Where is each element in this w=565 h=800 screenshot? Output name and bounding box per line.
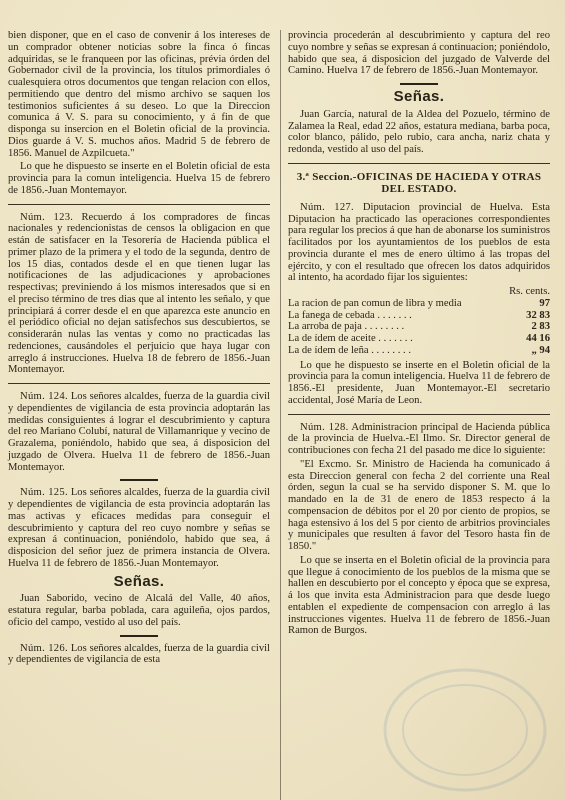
notice-number: Núm. 123.	[20, 211, 74, 223]
notice-text: Administracion principal de Hacienda pública de la provincia de Huelva.-El Ilmo. Sr. Director general de contribuciones con fecha 21 del pasado me dice lo siguiente:	[288, 421, 550, 456]
notice-text: Recuerdo á los compradores de fincas nacionales y redencionistas de censos la obligacion en que están de satisfacer en la Tesorería de Hacienda pública el primer plazo de la primera y el todo de la segunda, dentro de los 15 dias, contados desde el en que tienen lugar las notificaciones de las adjudicaciones y aprobaciones respectivas; previniendo á los mismos interesados que si en el preciso término de tres dias que al intento les señalo, y que principiará á correr desde el en que aparezca este anuncio en el periódico oficial no dejan satisfechos sus descubiertos, se considerarán nulas las ventas y como no practicadas las redenciones, causándoles el perjuicio que haya lugar con arreglo á instrucciones. Huelva 18 de febrero de 1856.-Juan Montemayor.	[8, 211, 270, 376]
price-item: La de ídem de leña . . . . . . . .	[288, 344, 411, 356]
price-row	[288, 333, 550, 345]
section-title: 3.ª Seccion.-OFICINAS DE HACIEDA Y OTRAS DEL ESTADO.	[296, 170, 542, 196]
separator-rule	[120, 479, 158, 481]
separator-rule	[400, 83, 438, 85]
notice-123	[8, 212, 270, 377]
senas-heading: Señas.	[393, 88, 445, 105]
price-row	[288, 310, 550, 322]
notice-number: Núm. 127.	[300, 201, 354, 213]
price-value: 2 83	[531, 321, 550, 333]
notice-number: Núm. 124.	[20, 391, 68, 402]
notice-text: Los señores alcaldes, fuerza de la guardia civil y dependientes de vigilancia de esta provincia adoptarán las medidas consiguientes á lograr el descubrimiento y captura del reo Mariano Colubí, natural de Villamanrique y vecino de Grazalema, poniéndolo, habido que sea, á disposicion del juzgado de Olvera. Huelva 11 de febrero de 1856.-Juan Montemayor.	[8, 391, 270, 473]
price-table	[288, 298, 550, 357]
left-column	[8, 30, 270, 668]
notice-text: Los señores alcaldes, fuerza de la guardia civil y dependientes de vigilancia de esta provincia adoptarán las mas activas y eficaces medidas para conseguir el descubrimiento y captura del reo cuyo nombre y señas se expresan á continuacion, poniéndolo, habido que sea, á disposicion del señor juez de primera instancia de Olvera. Huelva 11 de febrero de 1856.-Juan Montemayor.	[8, 487, 270, 569]
notice-number: Núm. 126.	[20, 642, 68, 654]
notice-number: Núm. 125.	[20, 487, 68, 499]
paragraph-continued-order: bien disponer, que en el caso de convenir á los intereses de un comprador obtener noticias sobre la finca ó fincas adquiridas, se le franqueen por las oficinas, prévia órden del Gobernador civil de la provincia, los títulos primordiales ó cualesquiera otros documentos que tengan relacion con ellos, permitiendo que dentro del mismo archivo se saquen los testimonios suficientes á su deseo. Lo que la Direccion comunica á V. S. para su conocimiento, y á fin de que disponga su insercion en el Boletin oficial de la provincia. Dios guarde á V. S. muchos años. Madrid 5 de febrero de 1856. Manuel de Azpilcueta."	[8, 30, 270, 159]
price-value: 97	[539, 297, 550, 309]
closing-paragraph: Lo que se inserta en el Boletin oficial de la provincia para que llegue á conocimiento de los pueblos de la misma que se hallen en descubierto por el concepto y época que se expresa, á los que invita esta Administracion para que desde luego entablen el expediente de compensacion con arreglo á las instrucciones vigentes. Huelva 11 de febrero de 1856.-Juan Ramon de Burgos.	[288, 554, 550, 637]
price-value: 32 83	[526, 309, 550, 321]
notice-128	[288, 422, 550, 457]
price-units-header: Rs. cents.	[509, 286, 550, 297]
price-row	[288, 321, 550, 333]
right-column	[288, 30, 550, 639]
column-divider	[280, 30, 281, 800]
notice-text: Diputacion provincial de Huelva. Esta Diputacion ha practicado las operaciones correspondientes para regular los precios á que han de abonarse los suministros facilitados por los ayuntamientos de los pueblos de esta provincia durante el mes de enero último á las tropas del ejército, y con el resultado que ofrecen los datos adquiridos al intento, ha acordado fijar los siguientes:	[288, 201, 550, 284]
section-rule	[288, 163, 550, 164]
price-item: La racion de pan comun de libra y media	[288, 297, 462, 309]
senas-heading: Señas.	[113, 572, 165, 590]
price-item: La de ídem de aceite . . . . . . .	[288, 333, 413, 344]
notice-text: Los señores alcaldes, fuerza de la guardia civil y dependientes de vigilancia de esta	[8, 642, 270, 666]
price-value: 44 16	[526, 333, 550, 344]
notice-127	[288, 202, 550, 284]
price-item: La arroba de paja . . . . . . . .	[288, 321, 405, 333]
section-rule	[288, 414, 550, 415]
quoted-royal-order: "El Excmo. Sr. Ministro de Hacienda ha comunicado á esta Direccion general con fecha 2 del corriente una Real órden, segun la cual se ha servido disponer S. M. que lo mandado en la de 31 de enero de 1853 respecto á la compensacion de débitos por el 20 por ciento de propios, se haga estensivo á los del 5 por ciento de arbitrios provinciales y municipales que resulten á favor del Tesoro hasta fin de 1850."	[288, 458, 550, 552]
notice-number: Núm. 128.	[300, 421, 349, 433]
senas-description: Juan García, natural de la Aldea del Pozuelo, término de Zalamea la Real, edad 22 años, estatura mediana, barba poca, color blanco, pálido, pelo rubio, cara ancha, nariz chata y redonda, vestido al uso del país.	[288, 108, 550, 155]
price-row	[288, 298, 550, 310]
library-stamp-watermark	[375, 660, 555, 800]
price-row	[288, 345, 550, 357]
notice-125	[8, 487, 270, 569]
price-item: La fanega de cebada . . . . . . .	[288, 309, 412, 321]
section-rule	[8, 383, 270, 384]
section-rule	[8, 204, 270, 205]
separator-rule	[120, 635, 158, 637]
price-value: „ 94	[531, 344, 550, 356]
senas-description: Juan Saborido, vecino de Alcalá del Valle, 40 años, estatura regular, barba poblada, cara aguileña, ojos pardos, oficio del campo, vestido al uso del país.	[8, 593, 270, 628]
paragraph-insertion-notice: Lo que he dispuesto se inserte en el Boletin oficial de la provincia para la comun inteligencia. Huelva 11 de febrero de 1856.-El presidente, Juan Montemayor.-El secretario accidental, José María de Leon.	[288, 359, 550, 406]
paragraph-insertion-notice: Lo que he dispuesto se inserte en el Boletin oficial de esta provincia para la comun inteligencia. Huelva 15 de febrero de 1856.-Juan Montemayor.	[8, 161, 270, 196]
notice-124	[8, 391, 270, 473]
notice-126	[8, 643, 270, 667]
paragraph-continued-notice: provincia procederán al descubrimiento y captura del reo cuyo nombre y señas se expresan á continuacion; poniéndolo, habido que sea, á disposicion del juzgado de Valverde del Camino. Huelva 17 de febrero de 1856.-Juan Montemayor.	[288, 30, 550, 77]
